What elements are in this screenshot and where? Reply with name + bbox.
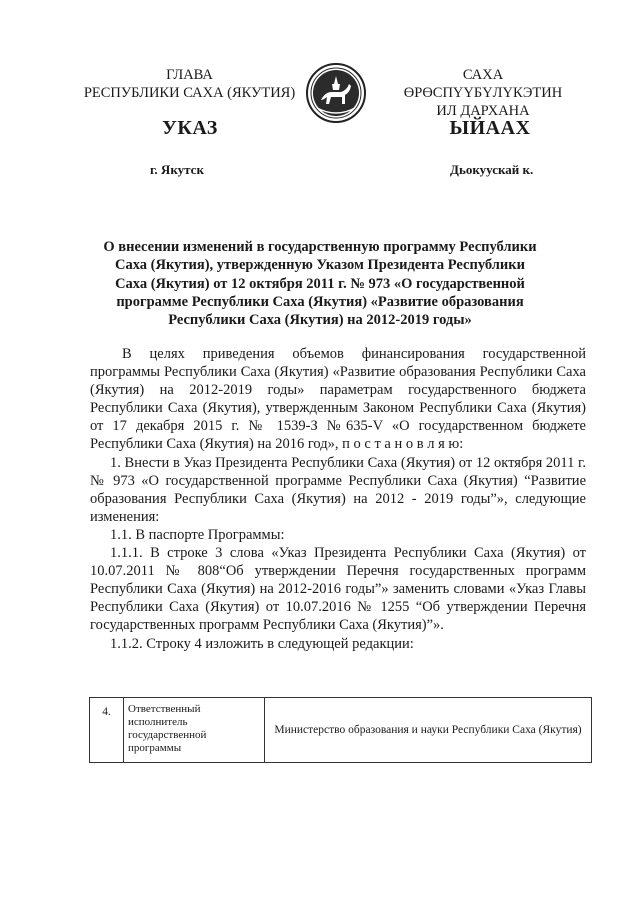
header-left-line1: ГЛАВА — [166, 67, 213, 83]
doc-type-sah: ЫЙААХ — [449, 117, 531, 139]
header-left-line2: РЕСПУБЛИКИ САХА (ЯКУТИЯ) — [83, 85, 296, 101]
decree-title — [98, 238, 542, 329]
program-table — [89, 697, 592, 763]
header-right-line1: САХА ӨРӨСПҮҮБҮЛҮКЭТИН — [403, 67, 563, 101]
coat-of-arms-icon — [305, 62, 367, 124]
row-value: Министерство образования и науки Республики Саха (Якутия) — [265, 698, 592, 763]
table-row — [90, 698, 592, 763]
paragraph-item-1-1-1: 1.1.1. В строке 3 слова «Указ Президента Республики Саха (Якутия) от 10.07.2011 № 808“Об утверждении Перечня государственных программ Республики Саха (Якутия) на 2012-2016 годы”» заменить словами «Указ Главы Республики Саха (Якутия) от 10.07.2016 № 1255 “Об утверждении Перечня государственных программ Республики Саха (Якутия)”». — [90, 545, 586, 634]
paragraph-preamble: В целях приведения объемов финансирования государственной программы Республики Саха (Якутия) «Развитие образования Республики Саха (Якутия) на 2012-2019 годы» параметрам государственного бюджета Республики Саха (Якутия), утвержденным Законом Республики Саха (Якутия) от 17 декабря 2015 г. № 1539-З №635-V «О государственном бюджете Республики Саха (Якутия) на 2016 год», п о с т а н о в л я ю: — [90, 346, 586, 453]
title-line: Республики Саха (Якутия) на 2012-2019 годы» — [168, 312, 472, 329]
decree-body — [90, 345, 586, 653]
header-left — [82, 66, 297, 102]
city-sah: Дьокуускай к. — [450, 162, 534, 177]
title-line: программе Республики Саха (Якутия) «Развитие образования — [116, 293, 524, 310]
title-line: Саха (Якутия) от 12 октября 2011 г. № 973 «О государственной — [115, 275, 525, 292]
paragraph-item-1: 1. Внести в Указ Президента Республики Саха (Якутия) от 12 октября 2011 г. № 973 «О государственной программе Республики Саха (Якутия) “Развитие образования Республики Саха (Якутия) на 2012 - 2019 годы”», следующие изменения: — [90, 454, 586, 525]
city-ru: г. Якутск — [150, 162, 204, 177]
paragraph-item-1-1: 1.1. В паспорте Программы: — [110, 526, 285, 543]
row-number: 4. — [90, 698, 124, 763]
row-label: Ответственный исполнитель государственной программы — [124, 698, 265, 763]
title-line: О внесении изменений в государственную программу Республики — [103, 239, 537, 255]
paragraph-item-1-1-2: 1.1.2. Строку 4 изложить в следующей редакции: — [110, 635, 414, 652]
title-line: Саха (Якутия), утвержденную Указом Президента Республики — [115, 257, 525, 274]
header-right-line2: ИЛ ДАРХАНА — [436, 103, 530, 119]
doc-type-ru: УКАЗ — [162, 117, 218, 139]
header-right — [388, 66, 578, 120]
